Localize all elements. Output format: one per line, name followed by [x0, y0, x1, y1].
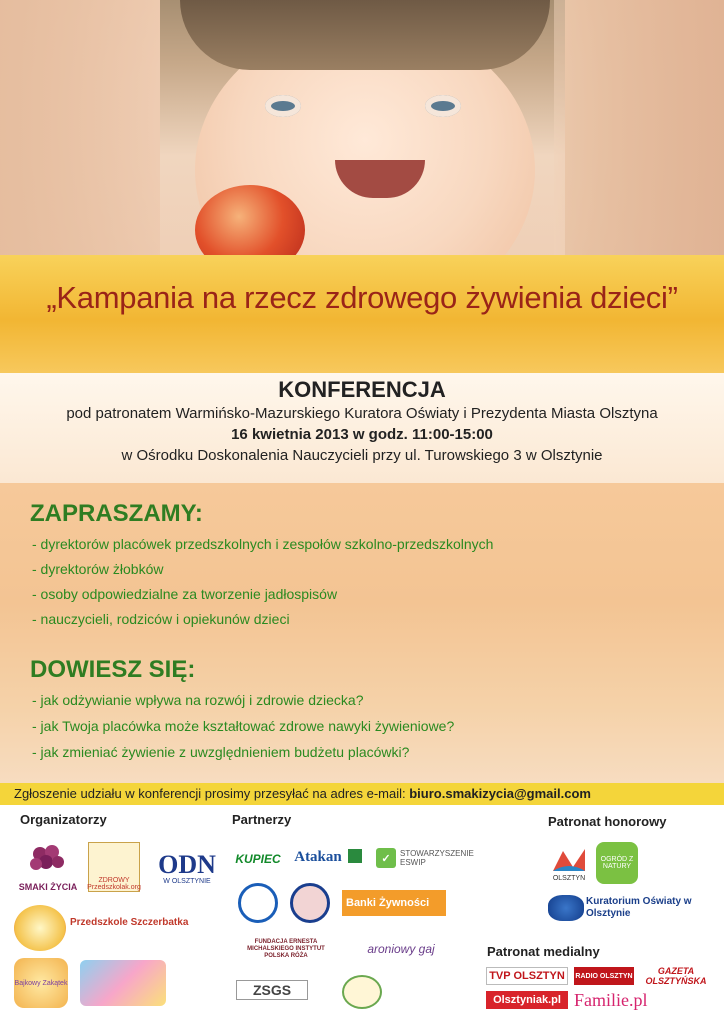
olsztyn-logo: OLSZTYN [548, 840, 590, 886]
tvp-olsztyn-logo: TVP OLSZTYN [486, 967, 568, 985]
polska-roza-logo: FUNDACJA ERNESTA MICHALSKIEGO INSTYTUT POLSKA RÓŻA [247, 938, 325, 959]
partner-emblem-1 [238, 883, 278, 923]
zsgs-logo: ZSGS [236, 980, 308, 1000]
invite-item: - osoby odpowiedzialne za tworzenie jadłospisów [32, 586, 338, 602]
invite-item: - nauczycieli, rodziców i opiekunów dzieci [32, 611, 290, 627]
honorary-label: Patronat honorowy [548, 814, 667, 829]
child-eye-left [265, 95, 301, 117]
conference-patronage: pod patronatem Warmińsko-Mazurskiego Kuratora Oświaty i Prezydenta Miasta Olsztyna [66, 405, 658, 422]
invite-heading: ZAPRASZAMY: [30, 500, 203, 527]
zdrowy-przedszkolak-logo: ZDROWY Przedszkolak.org [88, 842, 140, 892]
conference-heading: KONFERENCJA [278, 377, 446, 402]
kupiec-logo: KUPIEC [235, 852, 281, 866]
odn-logo: ODN W OLSZTYNIE [158, 849, 216, 885]
hero-right-shade [554, 0, 724, 260]
child-hair [180, 0, 550, 70]
conference-info [0, 373, 724, 483]
details-section [0, 483, 724, 783]
partner-emblem-2 [290, 883, 330, 923]
eswip-icon: ✓ [376, 848, 396, 868]
atakan-mark-icon [348, 849, 362, 863]
atakan-logo: Atakan [294, 848, 342, 865]
registration-band [0, 783, 724, 805]
organizers-label: Organizatorzy [20, 812, 107, 827]
learn-item: - jak odżywianie wpływa na rozwój i zdrowie dziecka? [32, 692, 364, 708]
smakizycia-logo: SMAKI ŻYCIA [16, 840, 80, 892]
learn-item: - jak zmieniać żywienie z uwzględnieniem budżetu placówki? [32, 744, 410, 760]
invite-item: - dyrektorów żłobków [32, 561, 164, 577]
radio-olsztyn-logo: RADIO OLSZTYN [574, 967, 634, 985]
registration-text: Zgłoszenie udziału w konferencji prosimy przesyłać na adres e-mail: biuro.smakizycia@gmail.com [14, 786, 591, 801]
kuratorium-emblem [548, 895, 584, 921]
media-label: Patronat medialny [487, 944, 600, 959]
przedszkole-logo-text: Przedszkole Szczerbatka [70, 916, 189, 928]
przedszkole-emblem [14, 905, 66, 951]
banki-zywnosci-logo: Banki Żywności [342, 890, 446, 916]
familie-logo: Familie.pl [574, 989, 648, 1010]
child-eye-right [425, 95, 461, 117]
conference-location: w Ośrodku Doskonalenia Nauczycieli przy ul. Turowskiego 3 w Olsztynie [121, 447, 603, 464]
hero-left-shade [0, 0, 170, 260]
partners-label: Partnerzy [232, 812, 292, 827]
invite-item: - dyrektorów placówek przedszkolnych i zespołów szkolno-przedszkolnych [32, 536, 494, 552]
olsztyn-emblem-icon [551, 845, 587, 875]
aroniowy-gaj-logo: aroniowy gaj [367, 942, 435, 956]
bajkowy-zakatek-logo: Bajkowy Zakątek [14, 958, 68, 1008]
partner-emblem-3 [342, 975, 382, 1009]
kuratorium-logo: Kuratorium Oświaty w Olsztynie [586, 896, 692, 919]
eswip-logo: STOWARZYSZENIE ESWIP [400, 849, 474, 867]
campaign-title: „Kampania na rzecz zdrowego żywienia dzieci” [46, 280, 678, 315]
learn-item: - jak Twoja placówka może kształtować zdrowe nawyki żywieniowe? [32, 718, 455, 734]
conference-date: 16 kwietnia 2013 w godz. 11:00-15:00 [231, 426, 493, 443]
ogrod-z-natury-logo: OGRÓD Z NATURY [596, 842, 638, 884]
kindergarten-logo [80, 960, 166, 1006]
child-photo [160, 0, 565, 260]
hero-photo [0, 0, 724, 260]
gazeta-olsztynska-logo: GAZETA OLSZTYŃSKA [645, 966, 707, 986]
olsztyniak-logo: Olsztyniak.pl [486, 991, 568, 1009]
registration-email[interactable]: biuro.smakizycia@gmail.com [409, 786, 591, 801]
learn-heading: DOWIESZ SIĘ: [30, 656, 196, 683]
title-band [0, 255, 724, 373]
